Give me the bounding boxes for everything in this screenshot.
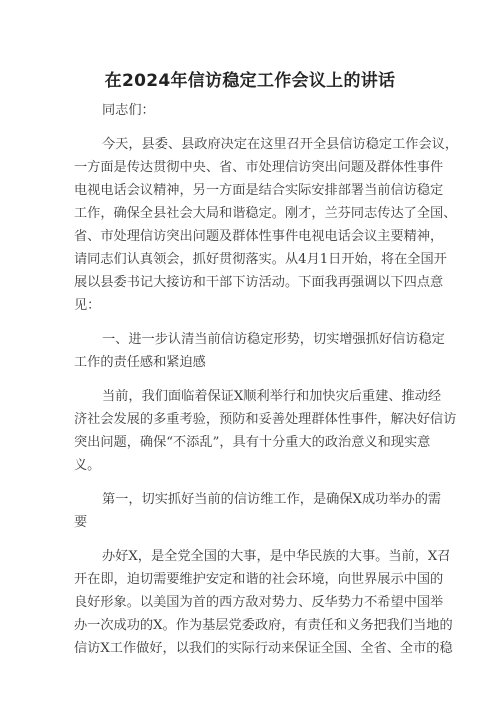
document-title: 在2024年信访稳定工作会议上的讲话 — [104, 71, 396, 91]
paragraph-3-line-3: 突出问题，确保“不添乱”，具有十分重大的政治意义和现实意 — [74, 435, 431, 450]
paragraph-1-line-4: 工作，确保全县社会大局和谐稳定。刚才，兰芬同志传达了全国、 — [74, 206, 457, 221]
paragraph-3-line-2: 济社会发展的多重考验，预防和妥善处理群体性事件，解决好信访 — [74, 412, 457, 427]
paragraph-3-line-1: 当前，我们面临着保证X顺利举行和加快灾后重建、推动经 — [102, 389, 442, 404]
subheading-line-1: 第一，切实抓好当前的信访维工作，是确保X成功举办的需 — [102, 492, 442, 507]
paragraph-5-line-1: 办好X，是全党全国的大事，是中华民族的大事。当前，X召 — [102, 549, 451, 564]
paragraph-5-line-3: 良好形象。以美国为首的西方敌对势力、反华势力不希望中国举 — [74, 595, 444, 610]
salutation: 同志们： — [102, 103, 155, 118]
paragraph-1-line-3: 电视电话会议精神，另一方面是结合实际安排部署当前信访稳定 — [74, 183, 444, 198]
paragraph-1-line-1: 今天，县委、县政府决定在这里召开全县信访稳定工作会议， — [102, 137, 459, 152]
paragraph-1-line-7: 展以县委书记大接访和干部下访活动。下面我再强调以下四点意 — [74, 275, 444, 290]
paragraph-1-line-8: 见： — [74, 298, 101, 313]
paragraph-1-line-6: 请同志们认真领会，抓好贯彻落实。从4月1日开始，将在全国开 — [74, 252, 447, 267]
paragraph-1-line-5: 省、市处理信访突出问题及群体性事件电视电话会议主要精神， — [74, 229, 444, 244]
paragraph-1-line-2: 一方面是传达贯彻中央、省、市处理信访突出问题及群体性事件 — [74, 160, 444, 175]
section-heading-line-1: 一、进一步认清当前信访稳定形势，切实增强抓好信访稳定 — [102, 332, 445, 347]
subheading-line-2: 要 — [74, 515, 88, 530]
paragraph-5-line-5: 信访X工作做好，以我们的实际行动来保证全国、全省、全市的稳 — [74, 641, 453, 656]
paragraph-3-line-4: 义。 — [74, 458, 101, 473]
paragraph-5-line-2: 开在即，迫切需要维护安定和谐的社会环境，向世界展示中国的 — [74, 572, 444, 587]
paragraph-5-line-4: 办一次成功的X。作为基层党委政府，有责任和义务把我们当地的 — [74, 618, 453, 633]
section-heading-line-2: 工作的责任感和紧迫感 — [74, 355, 206, 370]
